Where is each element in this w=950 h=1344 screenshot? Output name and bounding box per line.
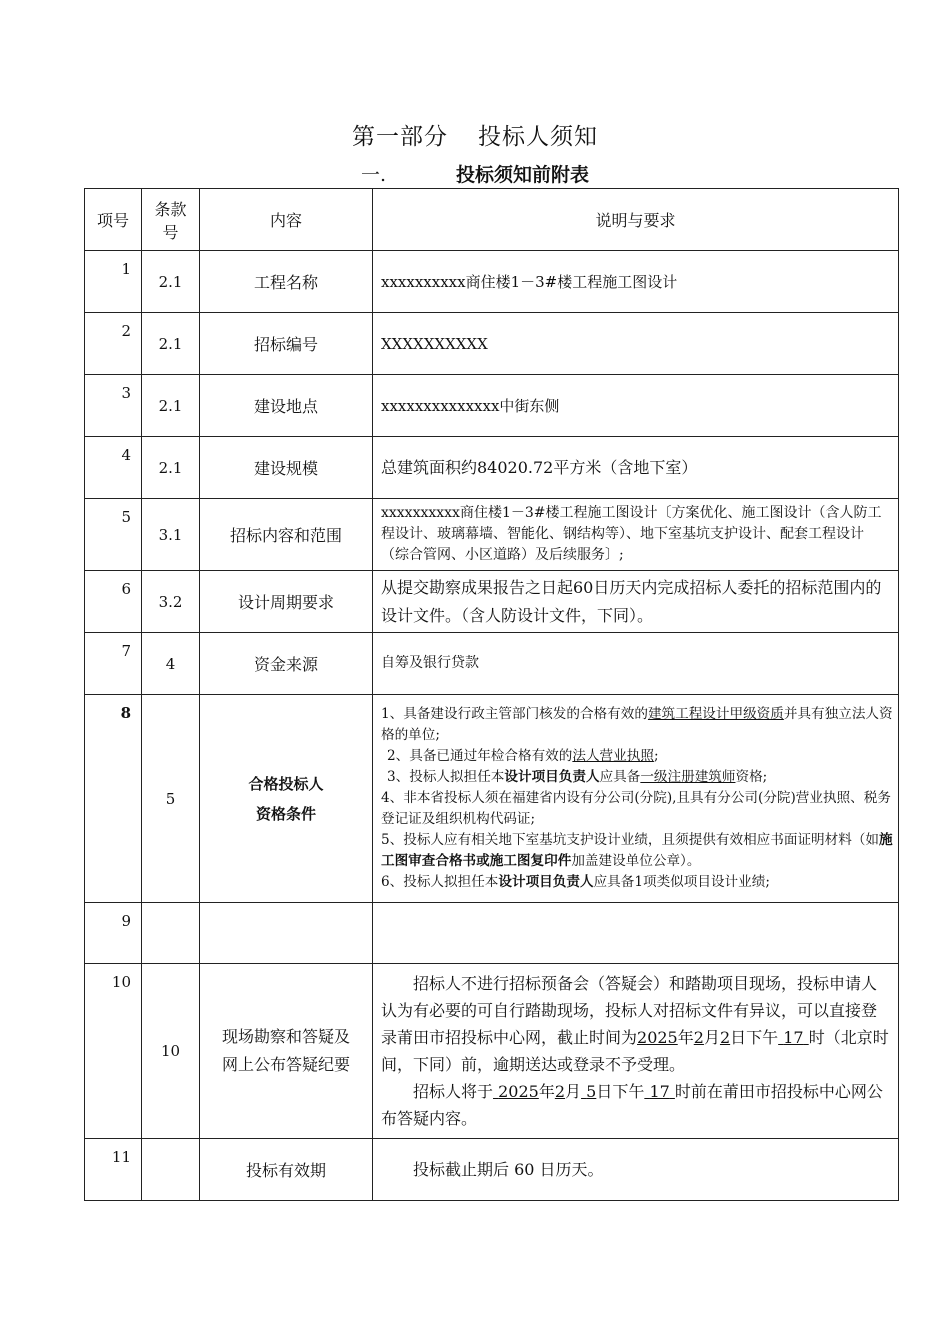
row-no: 8	[85, 695, 142, 903]
content-line2: 资格条件	[255, 804, 316, 823]
row-no: 6	[85, 571, 142, 633]
table-row	[85, 499, 899, 571]
row-clause	[142, 903, 200, 964]
row-clause	[142, 1139, 200, 1201]
row-no: 9	[85, 903, 142, 964]
underlined-text: 法人营业执照	[572, 748, 654, 764]
qualification-item-4: 4、非本省投标人须在福建省内设有分公司(分院),且具有分公司(分院)营业执照、税务登记证及组织机构代码证;	[381, 790, 891, 827]
publish-month: 2	[554, 1082, 566, 1101]
row-clause: 2.1	[142, 313, 200, 375]
header-no: 项号	[85, 189, 142, 251]
text: 月	[565, 1082, 582, 1101]
text: 1、具备建设行政主管部门核发的合格有效的	[381, 706, 648, 722]
row-desc: 总建筑面积约84020.72平方米（含地下室）	[373, 437, 899, 499]
text: 时前在莆田市招投标中心网公布答疑内容。	[381, 1082, 883, 1128]
row-clause: 4	[142, 633, 200, 695]
qualification-list	[373, 695, 899, 903]
row-clause: 3.1	[142, 499, 200, 571]
qa-description	[373, 964, 899, 1139]
table-row-qa	[85, 964, 899, 1139]
text: 招标人不进行招标预备会（答疑会）和踏勘项目现场，投标申请人认为有必要的可自行踏勘现场，投标人对招标文件有异议，可以直接登录莆田市招投标中心网，截止时间为	[381, 974, 878, 1047]
qualification-item-3	[381, 767, 894, 788]
qualification-item-2	[381, 746, 894, 767]
row-content: 设计周期要求	[200, 571, 373, 633]
publish-year: 2025	[498, 1082, 539, 1101]
qualification-item-5	[381, 830, 894, 872]
header-content: 内容	[200, 189, 373, 251]
deadline-hour: 17	[783, 1028, 804, 1047]
title-name: 投标人须知	[478, 124, 598, 150]
publish-hour: 17	[649, 1082, 670, 1101]
bold-text: 施工图审查合格书或施工图复印件	[381, 832, 893, 869]
publish-day: 5	[586, 1082, 597, 1101]
text: 年	[677, 1028, 694, 1047]
text: 应具备	[599, 769, 641, 785]
table-row	[85, 313, 899, 375]
text: 并具有独立法人资格的单位;	[381, 706, 893, 743]
text: 加盖建设单位公章）。	[571, 853, 701, 869]
header-clause	[142, 189, 200, 251]
row-content: 建设规模	[200, 437, 373, 499]
row-no: 10	[85, 964, 142, 1139]
text: 年	[538, 1082, 555, 1101]
row-content	[200, 964, 373, 1139]
content-line1: 现场勘察和答疑及	[221, 1027, 350, 1046]
deadline-month: 2	[693, 1028, 704, 1047]
deadline-day: 2	[719, 1028, 731, 1047]
content-line2: 网上公布答疑纪要	[221, 1055, 350, 1074]
text: 应具备1项类似项目设计业绩;	[593, 874, 770, 890]
row-content	[200, 695, 373, 903]
underlined-text: 建筑工程设计甲级资质	[647, 706, 784, 722]
text: 日下午	[596, 1082, 645, 1101]
row-content: 资金来源	[200, 633, 373, 695]
bold-text: 设计项目负责人	[498, 874, 594, 890]
row-no: 5	[85, 499, 142, 571]
text: 资格;	[735, 769, 768, 785]
row-content: 投标有效期	[200, 1139, 373, 1201]
subtitle-number: 一.	[360, 164, 387, 186]
text: 招标人将于	[413, 1082, 494, 1101]
row-no: 4	[85, 437, 142, 499]
table-row	[85, 375, 899, 437]
row-content: 建设地点	[200, 375, 373, 437]
content-line1: 合格投标人	[248, 774, 324, 793]
row-clause: 10	[142, 964, 200, 1139]
row-clause: 2.1	[142, 437, 200, 499]
row-content: 招标内容和范围	[200, 499, 373, 571]
header-requirement: 说明与要求	[373, 189, 899, 251]
row-content: 工程名称	[200, 251, 373, 313]
section-subtitle	[0, 160, 950, 187]
qualification-item-6	[381, 872, 894, 893]
row-desc: 自筹及银行贷款	[373, 633, 899, 695]
qa-paragraph-2	[381, 1078, 890, 1132]
row-desc: xxxxxxxxxxxxxx中街东侧	[373, 375, 899, 437]
row-desc: XXXXXXXXXX	[373, 313, 899, 375]
header-clause-line2: 号	[162, 222, 179, 242]
table-row	[85, 571, 899, 633]
text: 2、具备已通过年检合格有效的	[387, 748, 573, 764]
row-clause: 2.1	[142, 251, 200, 313]
page-title	[0, 118, 950, 151]
bold-text: 设计项目负责人	[504, 769, 600, 785]
row-content	[200, 903, 373, 964]
table-row-qualification	[85, 695, 899, 903]
row-desc: xxxxxxxxxx商住楼1－3#楼工程施工图设计〔方案优化、施工图设计（含人防工程设计、玻璃幕墙、智能化、钢结构等）、地下室基坑支护设计、配套工程设计（综合管网、小区道路）及后续服务〕;	[373, 499, 899, 571]
qualification-item-1	[381, 704, 894, 746]
text: 6、投标人拟担任本	[381, 874, 499, 890]
row-clause: 3.2	[142, 571, 200, 633]
title-part: 第一部分	[352, 124, 448, 150]
subtitle-text: 投标须知前附表	[456, 164, 590, 186]
row-clause: 2.1	[142, 375, 200, 437]
table-row	[85, 437, 899, 499]
text: 时（北京时间，下同）前，逾期送达或登录不予受理。	[381, 1028, 889, 1074]
qa-paragraph-1	[381, 970, 890, 1078]
row-content: 招标编号	[200, 313, 373, 375]
row-no: 7	[85, 633, 142, 695]
bid-notice-table	[84, 188, 899, 1201]
text: 5、投标人应有相关地下室基坑支护设计业绩，且须提供有效相应书面证明材料（如	[381, 832, 880, 848]
row-clause: 5	[142, 695, 200, 903]
deadline-year: 2025	[637, 1028, 678, 1047]
text: ;	[653, 748, 659, 764]
row-desc: xxxxxxxxxx商住楼1－3#楼工程施工图设计	[373, 251, 899, 313]
table-row	[85, 903, 899, 964]
row-no: 11	[85, 1139, 142, 1201]
row-desc	[373, 1139, 899, 1201]
table-row	[85, 251, 899, 313]
row-desc	[373, 903, 899, 964]
table-row	[85, 1139, 899, 1201]
row-no: 1	[85, 251, 142, 313]
text: 月	[703, 1028, 720, 1047]
row-no: 2	[85, 313, 142, 375]
row-desc: 从提交勘察成果报告之日起60日历天内完成招标人委托的招标范围内的设计文件。（含人防设计文件，下同）。	[373, 571, 899, 633]
underlined-text: 一级注册建筑师	[640, 769, 736, 785]
text: 日下午	[730, 1028, 779, 1047]
table-header-row	[85, 189, 899, 251]
validity-text: 投标截止期后 60 日历天。	[413, 1160, 604, 1179]
header-clause-line1: 条款	[154, 199, 187, 219]
table-row	[85, 633, 899, 695]
text: 3、投标人拟担任本	[387, 769, 505, 785]
row-no: 3	[85, 375, 142, 437]
